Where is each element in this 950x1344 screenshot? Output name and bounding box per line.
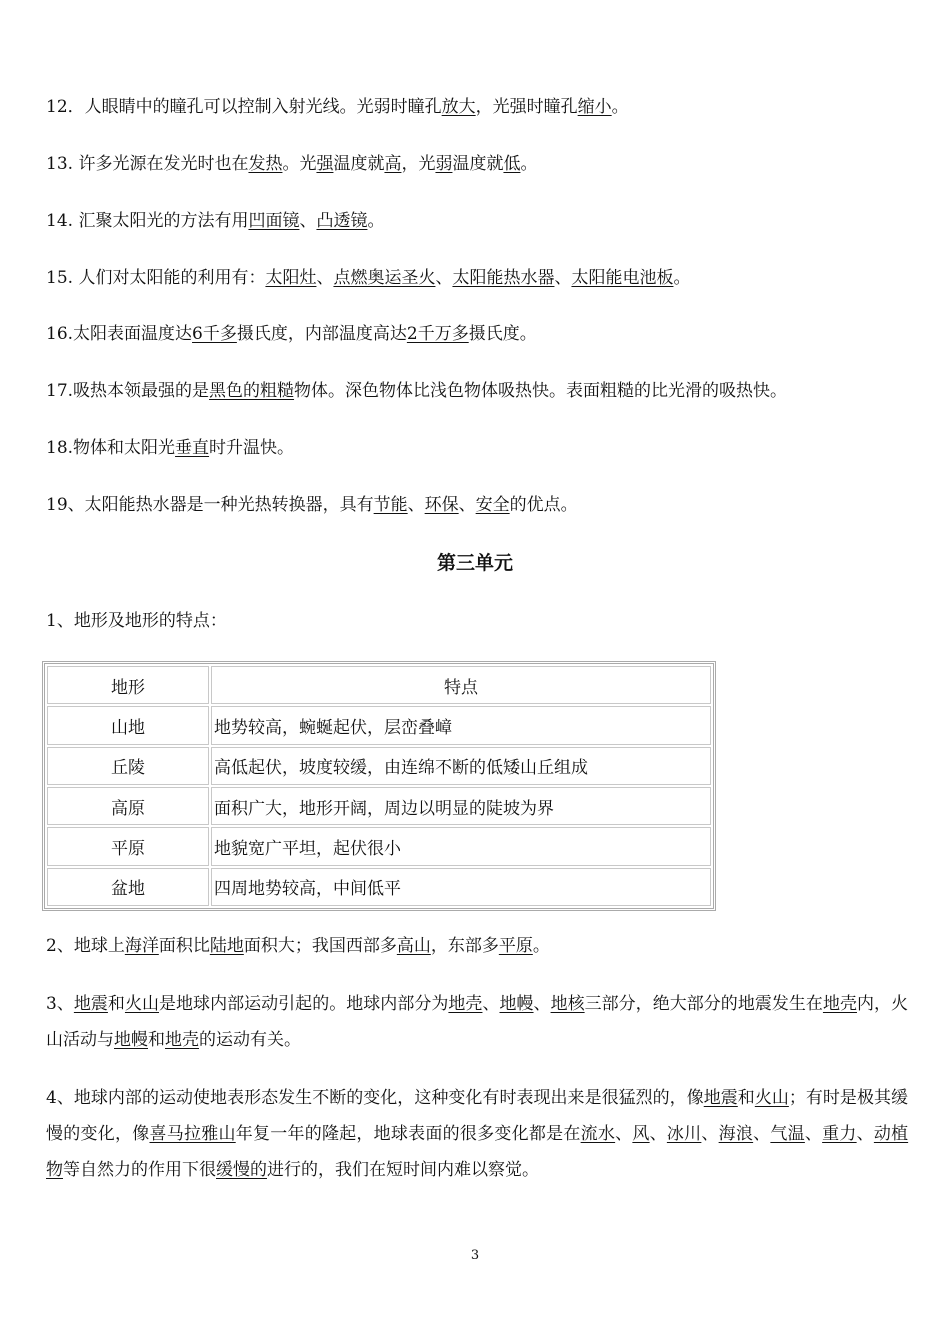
- text-segment: 内，火山活动与: [46, 994, 909, 1050]
- text-segment: 。: [520, 154, 538, 174]
- text-segment: 。: [532, 936, 550, 956]
- underlined-answer: 高: [384, 154, 402, 174]
- item-14: [46, 209, 384, 233]
- table-row: [47, 787, 711, 825]
- table-header-cell: 特点: [211, 666, 711, 704]
- underlined-answer: 高山: [396, 936, 431, 956]
- underlined-answer: 重力: [822, 1124, 857, 1144]
- text-segment: 、: [316, 268, 334, 288]
- underlined-answer: 喜马拉雅山: [149, 1124, 236, 1144]
- text-segment: 时升温快。: [209, 438, 295, 458]
- table-cell: 丘陵: [47, 747, 209, 785]
- underlined-answer: 2千万多: [406, 324, 469, 344]
- landform-table: [42, 661, 716, 911]
- table-cell: 平原: [47, 827, 209, 865]
- underlined-answer: 节能: [373, 495, 408, 515]
- text-segment: 、: [753, 1124, 771, 1144]
- item-15: [46, 266, 690, 290]
- text-segment: 年复一年的隆起，地球表面的很多变化都是在: [235, 1124, 581, 1144]
- underlined-answer: 火山: [754, 1088, 789, 1108]
- underlined-answer: 6千多: [192, 324, 237, 344]
- text-segment: 13. 许多光源在发光时也在: [46, 154, 249, 174]
- table-cell: 地貌宽广平坦，起伏很小: [211, 827, 711, 865]
- underlined-answer: 动植物: [46, 1124, 909, 1180]
- underlined-answer: 凸透镜: [316, 211, 368, 231]
- item-19: [46, 493, 578, 517]
- table-header-row: [47, 666, 711, 704]
- text-segment: 。: [367, 211, 385, 231]
- table-header-cell: 地形: [47, 666, 209, 704]
- underlined-answer: 地核: [550, 994, 585, 1014]
- underlined-answer: 地壳: [448, 994, 483, 1014]
- table-cell: 盆地: [47, 868, 209, 906]
- underlined-answer: 放大: [441, 97, 476, 117]
- underlined-answer: 弱: [435, 154, 453, 174]
- text-segment: ，东部多: [430, 936, 499, 956]
- text-segment: 和: [148, 1030, 165, 1050]
- text-segment: 温度就: [452, 154, 504, 174]
- text-segment: 等自然力的作用下很: [63, 1160, 216, 1180]
- unit-heading: 第三单元: [436, 552, 513, 574]
- underlined-answer: 陆地: [209, 936, 244, 956]
- table-row: [47, 747, 711, 785]
- text-segment: 摄氏度，内部温度高达: [236, 324, 407, 344]
- underlined-answer: 地壳: [165, 1030, 199, 1050]
- table-row: [47, 706, 711, 744]
- table-cell: 地势较高，蜿蜒起伏，层峦叠嶂: [211, 706, 711, 744]
- underlined-answer: 海浪: [718, 1124, 754, 1144]
- text-segment: 、: [435, 268, 453, 288]
- text-segment: 、: [299, 211, 317, 231]
- text-segment: 、: [615, 1124, 633, 1144]
- text-segment: 温度就: [333, 154, 385, 174]
- underlined-answer: 缩小: [577, 97, 612, 117]
- text-segment: 19、太阳能热水器是一种光热转换器，具有: [46, 495, 374, 515]
- underlined-answer: 黑色的粗糙: [209, 381, 295, 401]
- underlined-answer: 风: [632, 1124, 650, 1144]
- underlined-answer: 低: [503, 154, 521, 174]
- underlined-answer: 缓慢的: [216, 1160, 267, 1180]
- text-segment: 进行的，我们在短时间内难以察觉。: [267, 1160, 539, 1180]
- underlined-answer: 太阳灶: [265, 268, 317, 288]
- underlined-answer: 凹面镜: [248, 211, 300, 231]
- underlined-answer: 地壳: [822, 994, 857, 1014]
- underlined-answer: 太阳能电池板: [571, 268, 674, 288]
- text-segment: 2、地球上: [46, 936, 125, 956]
- text-segment: 和: [737, 1088, 755, 1108]
- underlined-answer: 太阳能热水器: [452, 268, 555, 288]
- underlined-answer: 海洋: [124, 936, 159, 956]
- underlined-answer: 流水: [580, 1124, 616, 1144]
- table-row: [47, 827, 711, 865]
- underlined-answer: 地震: [703, 1088, 738, 1108]
- text-segment: 15. 人们对太阳能的利用有：: [46, 268, 266, 288]
- text-segment: 18.物体和太阳光: [46, 438, 176, 458]
- table-cell: 高原: [47, 787, 209, 825]
- page-number: 3: [470, 1248, 480, 1263]
- underlined-answer: 地幔: [114, 1030, 148, 1050]
- text-segment: 16.太阳表面温度达: [46, 324, 193, 344]
- underlined-answer: 环保: [424, 495, 459, 515]
- text-segment: 的优点。: [509, 495, 578, 515]
- text-segment: 面积大；我国西部多: [243, 936, 397, 956]
- text-segment: 面积比: [158, 936, 210, 956]
- text-segment: 摄氏度。: [468, 324, 537, 344]
- table-cell: 高低起伏，坡度较缓，由连绵不断的低矮山丘组成: [211, 747, 711, 785]
- text-segment: 。: [673, 268, 691, 288]
- underlined-answer: 平原: [498, 936, 533, 956]
- text-segment: 、: [701, 1124, 719, 1144]
- item-4: [46, 1080, 908, 1188]
- text-segment: 14. 汇聚太阳光的方法有用: [46, 211, 249, 231]
- underlined-answer: 点燃奥运圣火: [333, 268, 436, 288]
- text-segment: 三部分，绝大部分的地震发生在: [584, 994, 823, 1014]
- text-segment: 3、: [46, 994, 74, 1014]
- text-segment: 和: [107, 994, 125, 1014]
- text-segment: 、: [482, 994, 500, 1014]
- text-segment: 、: [856, 1124, 874, 1144]
- underlined-answer: 火山: [124, 994, 159, 1014]
- text-segment: 物体。深色物体比浅色物体吸热快。表面粗糙的比光滑的吸热快。: [294, 381, 788, 401]
- text-segment: 、: [554, 268, 572, 288]
- underlined-answer: 强: [316, 154, 334, 174]
- text-segment: 4、地球内部的运动使地表形态发生不断的变化，这种变化有时表现出来是很猛烈的，像: [46, 1088, 704, 1108]
- table-row: [47, 868, 711, 906]
- underlined-answer: 气温: [770, 1124, 805, 1144]
- item-17: [46, 379, 787, 403]
- text-segment: 、: [533, 994, 551, 1014]
- item-18: [46, 436, 294, 460]
- underlined-answer: 发热: [248, 154, 283, 174]
- underlined-answer: 垂直: [175, 438, 210, 458]
- item-16: [46, 322, 537, 346]
- table-cell: 面积广大，地形开阔，周边以明显的陡坡为界: [211, 787, 711, 825]
- text-segment: ，光: [401, 154, 436, 174]
- text-segment: 的运动有关。: [199, 1030, 301, 1050]
- underlined-answer: 地震: [73, 994, 108, 1014]
- landform-intro: 1、地形及地形的特点：: [46, 611, 227, 631]
- text-segment: 、: [458, 495, 476, 515]
- underlined-answer: 安全: [475, 495, 510, 515]
- item-3: [46, 986, 908, 1058]
- underlined-answer: 地幔: [499, 994, 534, 1014]
- text-segment: 。: [611, 97, 629, 117]
- text-segment: ；有时是极其缓慢的变化，像: [46, 1088, 908, 1144]
- item-13: [46, 152, 537, 176]
- text-segment: ，光强时瞳孔: [475, 97, 578, 117]
- item-12: [46, 95, 629, 119]
- text-segment: 、: [804, 1124, 823, 1144]
- text-segment: 、: [407, 495, 425, 515]
- text-segment: 17.吸热本领最强的是: [46, 381, 210, 401]
- text-segment: 、: [649, 1124, 667, 1144]
- text-segment: 12．人眼睛中的瞳孔可以控制入射光线。光弱时瞳孔: [46, 97, 442, 117]
- table-cell: 山地: [47, 706, 209, 744]
- text-segment: 。光: [282, 154, 317, 174]
- underlined-answer: 冰川: [666, 1124, 702, 1144]
- item-2: [46, 934, 550, 958]
- table-cell: 四周地势较高，中间低平: [211, 868, 711, 906]
- text-segment: 是地球内部运动引起的。地球内部分为: [159, 994, 449, 1014]
